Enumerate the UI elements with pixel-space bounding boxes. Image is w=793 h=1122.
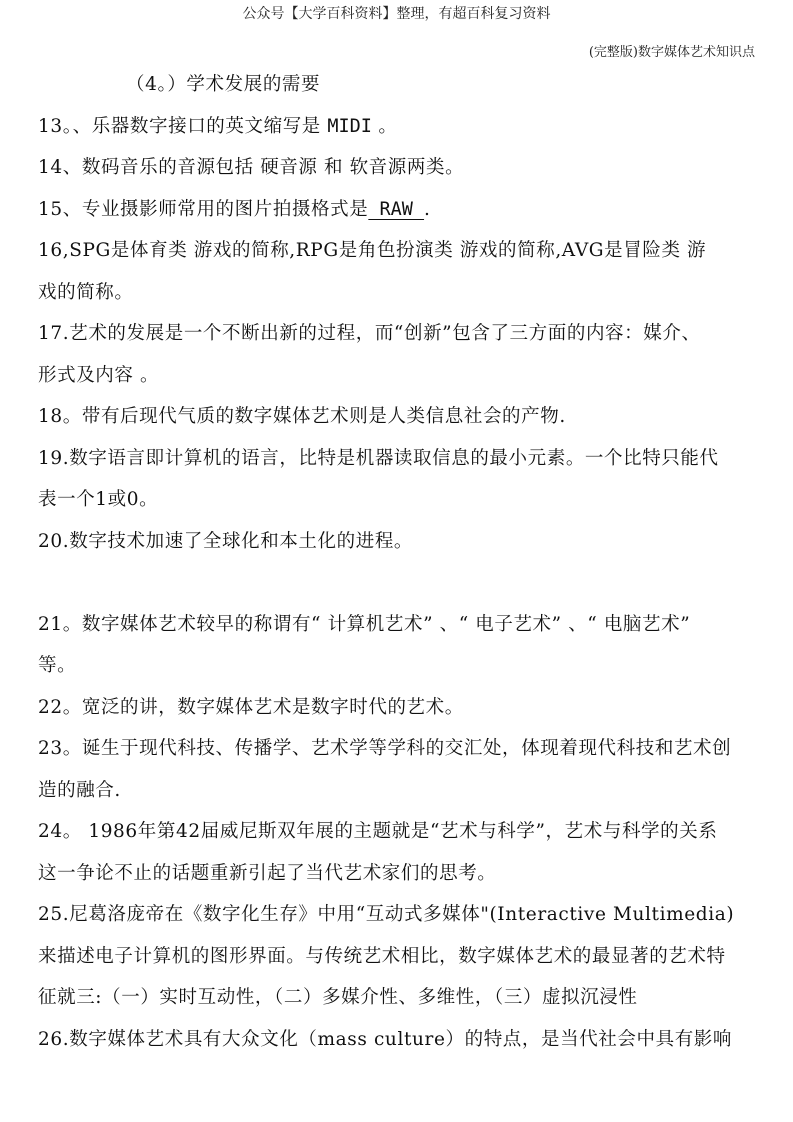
item-17-line-1: 17.艺术的发展是一个不断出新的过程，而“创新”包含了三方面的内容：媒介、 — [38, 323, 701, 344]
item-16-line-1: 16,SPG是体育类 游戏的简称,RPG是角色扮演类 游戏的简称,AVG是冒险类 游 — [38, 240, 707, 261]
item-17-line-2: 形式及内容 。 — [38, 364, 160, 386]
item-13-text: 13。、乐器数字接口的英文缩写是 — [38, 115, 328, 137]
item-13 — [38, 106, 760, 148]
item-23-line-2: 造的融合. — [38, 779, 121, 801]
item-18: 18。带有后现代气质的数字媒体艺术则是人类信息社会的产物. — [38, 406, 566, 427]
item-15-end: . — [424, 198, 431, 220]
paragraph-4-academic: （4。）学术发展的需要 — [126, 74, 321, 95]
item-13-answer: MIDI — [327, 115, 372, 137]
item-13-end: 。 — [371, 115, 398, 137]
item-20: 20.数字技术加速了全球化和本土化的进程。 — [38, 530, 414, 552]
item-24-line-1: 24。 1986年第42届威尼斯双年展的主题就是“艺术与科学”，艺术与科学的关系 — [38, 821, 718, 842]
item-24-line-2: 这一争论不止的话题重新引起了当代艺术家们的思考。 — [38, 862, 497, 884]
item-25-line-3: 征就三:（一）实时互动性，（二）多媒介性、多维性，（三）虚拟沉浸性 — [38, 987, 638, 1008]
item-25-line-1: 25.尼葛洛庞帝在《数字化生存》中用“互动式多媒体"(Interactive Multimedia) — [38, 904, 735, 925]
item-23-line-1: 23。诞生于现代科技、传播学、艺术学等学科的交汇处，体现着现代科技和艺术创 — [38, 738, 732, 759]
item-21-line-2: 等。 — [38, 655, 77, 676]
document-title: (完整版)数字媒体艺术知识点 — [588, 45, 755, 60]
item-14: 14、数码音乐的音源包括 硬音源 和 软音源两类。 — [38, 157, 465, 178]
blank-line — [38, 562, 760, 604]
item-15 — [38, 189, 760, 231]
document-body — [38, 64, 760, 1060]
item-16-line-2: 戏的简称。 — [38, 281, 134, 303]
item-15-answer: RAW — [368, 198, 425, 220]
item-26: 26.数字媒体艺术具有大众文化（mass culture）的特点，是当代社会中具有影响 — [38, 1028, 732, 1050]
item-19-line-1: 19.数字语言即计算机的语言，比特是机器读取信息的最小元素。一个比特只能代 — [38, 447, 719, 469]
item-25-line-2: 来描述电子计算机的图形界面。与传统艺术相比，数字媒体艺术的最显著的艺术特 — [38, 945, 726, 967]
item-15-text: 15、专业摄影师常用的图片拍摄格式是 — [38, 198, 369, 220]
page-header: 公众号【大学百科资料】整理，有超百科复习资料 — [242, 6, 551, 22]
item-19-line-2: 表一个1或0。 — [38, 489, 159, 510]
item-22: 22。宽泛的讲，数字媒体艺术是数字时代的艺术。 — [38, 696, 464, 718]
item-21-line-1: 21。数字媒体艺术较早的称谓有“ 计算机艺术” 、“ 电子艺术” 、“ 电脑艺术” — [38, 613, 691, 635]
